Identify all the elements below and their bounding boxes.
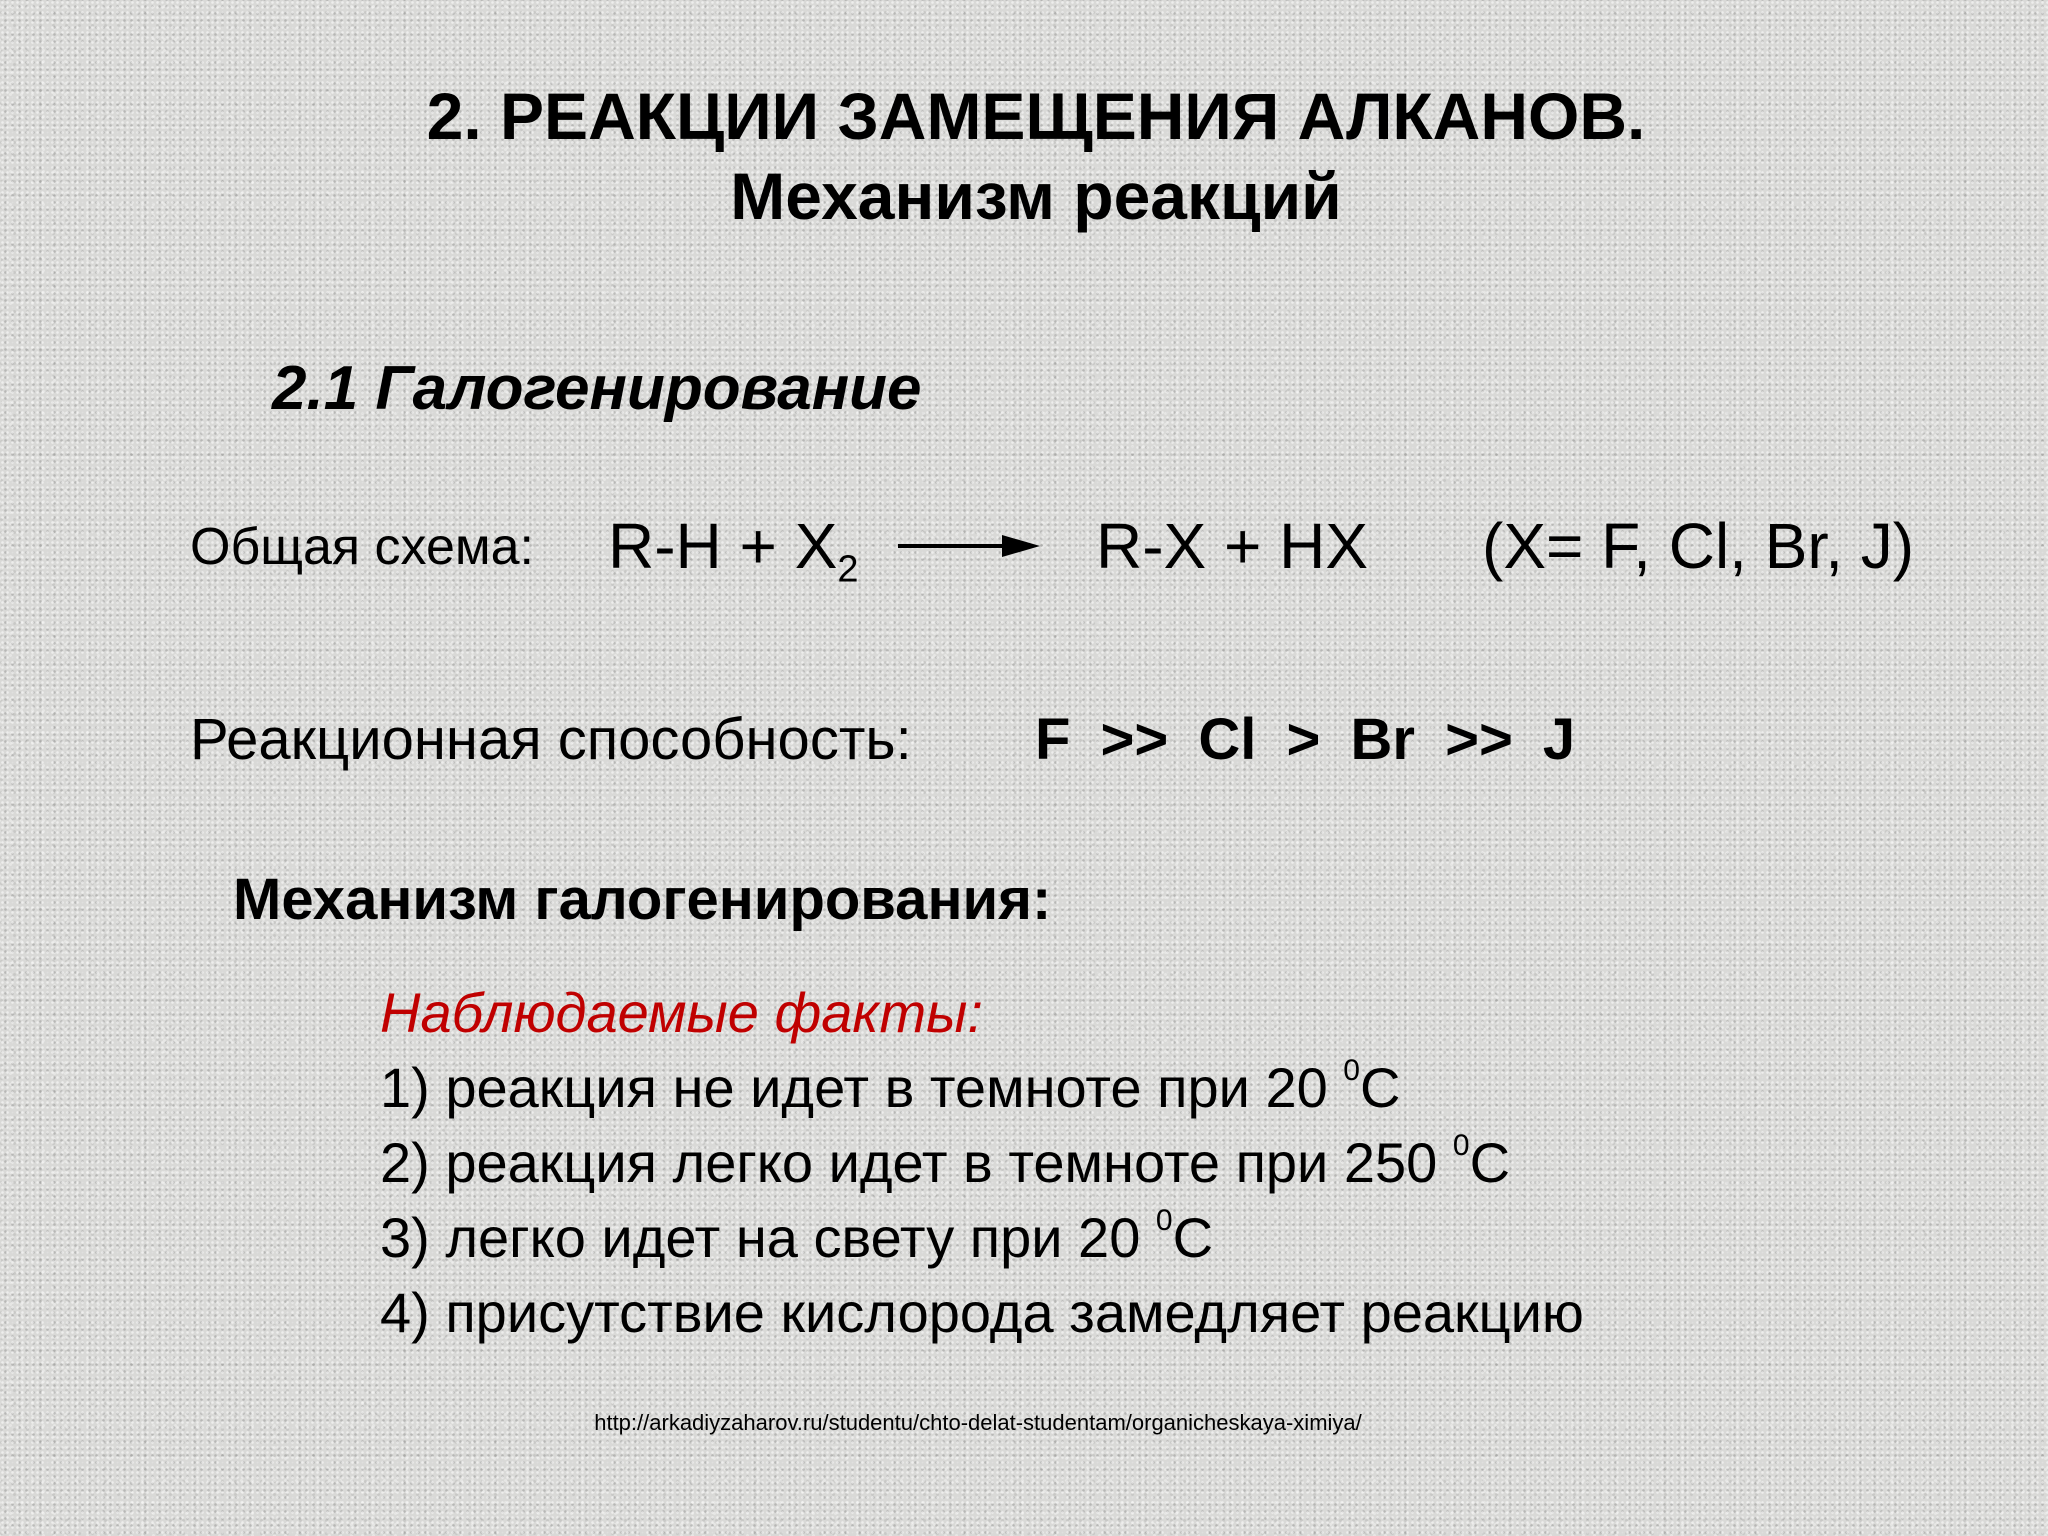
reactants-text: R-H + X (608, 510, 838, 582)
slide-title-line-1: 2. РЕАКЦИИ ЗАМЕЩЕНИЯ АЛКАНОВ. (426, 79, 1646, 153)
observed-facts-heading: Наблюдаемые факты: (380, 981, 983, 1044)
right-arrow-icon (898, 530, 1040, 562)
halogen-note: (X= F, Cl, Br, J) (1482, 510, 1915, 582)
equation-products: R-X + HX (1096, 510, 1369, 582)
fact-unit: C (1172, 1206, 1214, 1269)
fact-text: 3) легко идет на свету при 20 (380, 1206, 1156, 1269)
reactivity-series: F >> Cl > Br >> J (1035, 707, 1576, 772)
fact-item (380, 1278, 1584, 1348)
section-heading: 2.1 Галогенирование (272, 354, 922, 423)
fact-text: 4) присутствие кислорода замедляет реакцию (380, 1281, 1584, 1344)
fact-item (380, 1053, 1400, 1123)
fact-unit: C (1469, 1131, 1511, 1194)
fact-degree-superscript: 0 (1343, 1054, 1360, 1087)
equation-reactants (608, 506, 859, 591)
mechanism-heading: Механизм галогенирования: (233, 867, 1052, 932)
source-url-link[interactable]: http://arkadiyzaharov.ru/studentu/chto-delat-studentam/organicheskaya-ximiya/ (594, 1410, 1362, 1435)
general-scheme-label: Общая схема: (190, 518, 534, 576)
fact-degree-superscript: 0 (1452, 1129, 1470, 1162)
fact-text: 1) реакция не идет в темноте при 20 (380, 1056, 1344, 1119)
slide-title-line-2: Механизм реакций (730, 159, 1342, 233)
reactivity-label: Реакционная способность: (190, 707, 912, 772)
reactant-subscript: 2 (837, 548, 859, 591)
fact-text: 2) реакция легко идет в темноте при 250 (380, 1131, 1453, 1194)
fact-unit: C (1359, 1056, 1401, 1119)
fact-item (380, 1128, 1510, 1198)
fact-degree-superscript: 0 (1155, 1204, 1173, 1237)
fact-item (380, 1203, 1213, 1273)
